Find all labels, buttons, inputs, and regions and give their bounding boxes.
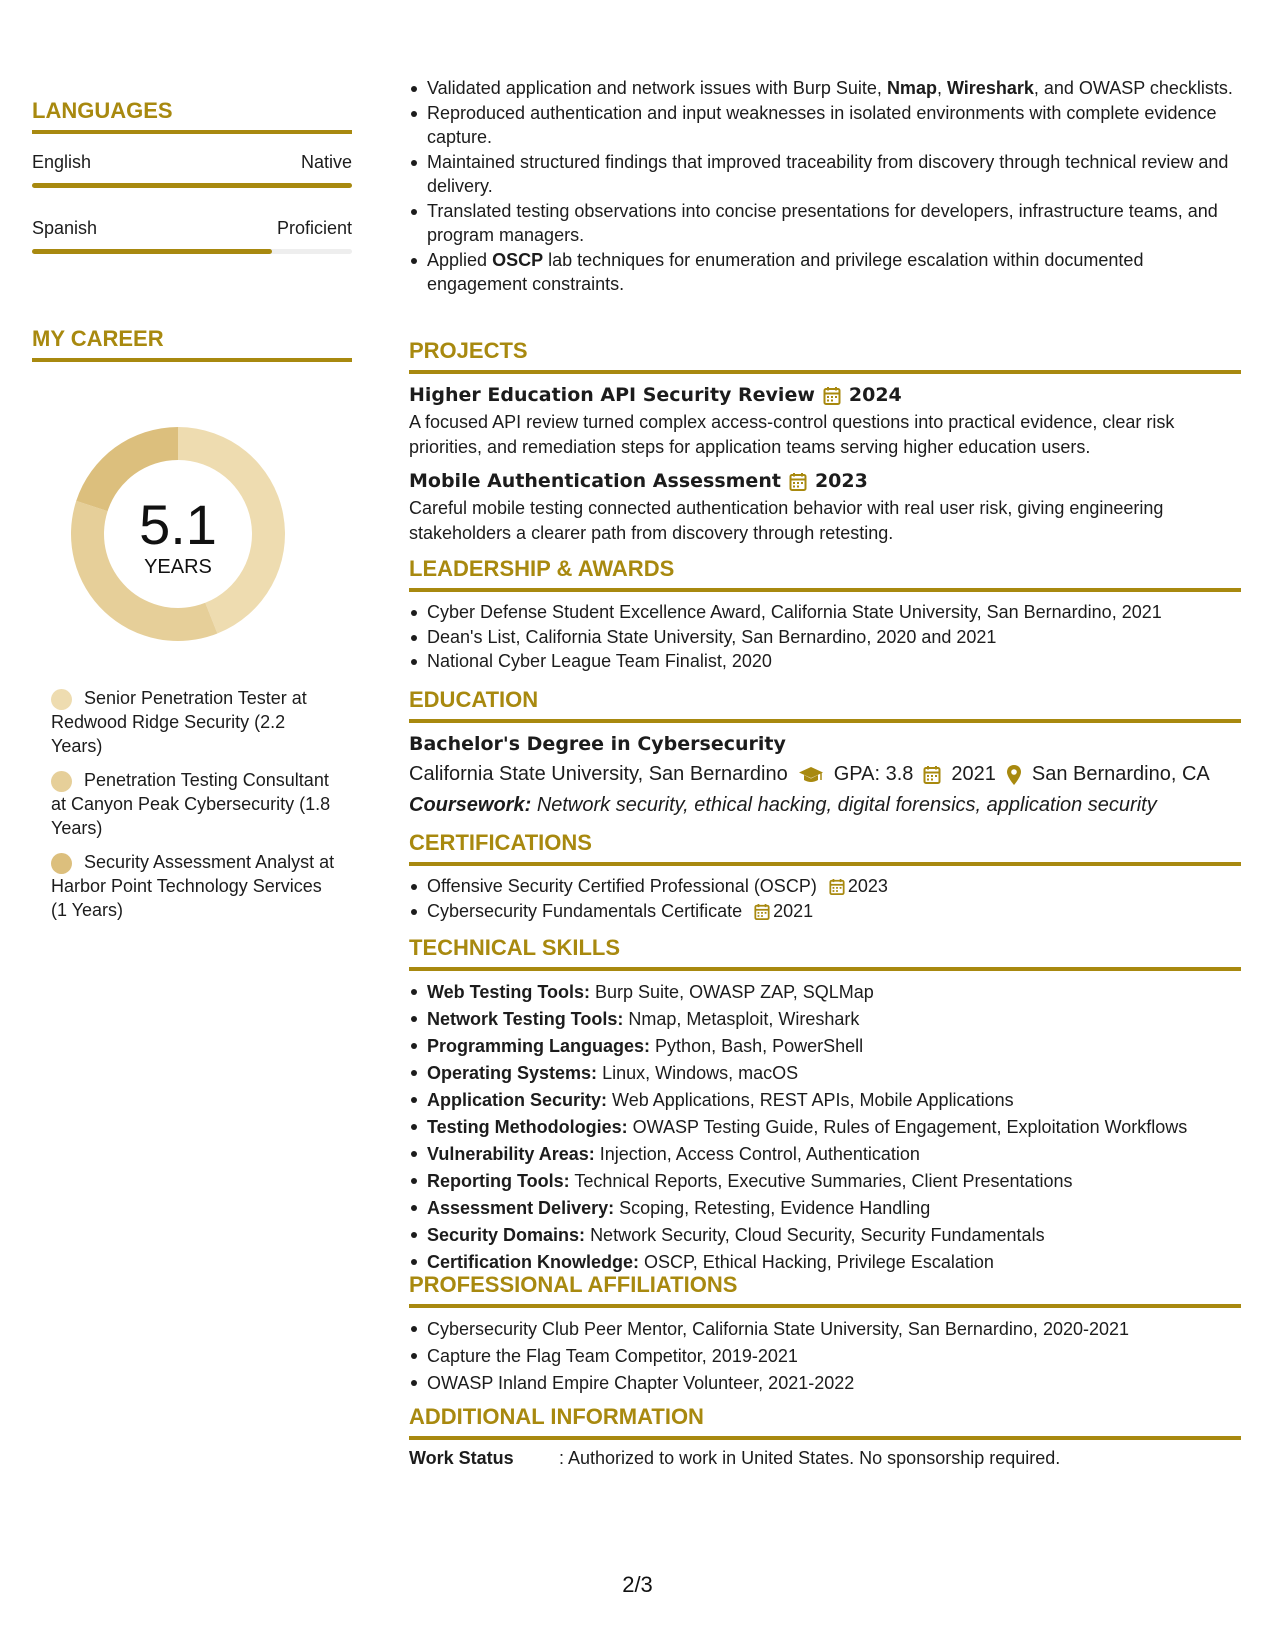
language-proficiency-bar <box>32 183 352 188</box>
work-status-value: : Authorized to work in United States. No sponsorship required. <box>559 1448 1061 1468</box>
degree-name: Bachelor's Degree in Cybersecurity <box>409 733 786 755</box>
cert-year: 2023 <box>847 876 888 896</box>
career-section <box>32 326 352 362</box>
additional-info-section <box>409 1404 1241 1469</box>
legend-dot <box>51 689 72 710</box>
school-location: San Bernardino, CA <box>1031 763 1210 785</box>
list-item: Cybersecurity Club Peer Mentor, California State University, San Bernardino, 2020-2021 <box>409 1316 1241 1343</box>
graduation-cap-icon <box>798 763 824 786</box>
page-number: 2/3 <box>622 1572 653 1597</box>
skills-heading: TECHNICAL SKILLS <box>409 935 1241 971</box>
language-name: English <box>32 152 92 172</box>
education-heading: EDUCATION <box>409 687 1241 723</box>
project-item <box>409 384 1241 460</box>
list-item: Application Security: Web Applications, REST APIs, Mobile Applications <box>409 1087 1241 1114</box>
project-description: A focused API review turned complex access-control questions into practical evidence, clear risk priorities, and remediation steps for application teams serving higher education users. <box>409 412 1175 457</box>
additional-info-heading: ADDITIONAL INFORMATION <box>409 1404 1241 1440</box>
career-role: Senior Penetration Tester at Redwood Ridge Security (2.2 Years) <box>51 688 307 756</box>
career-donut-chart <box>66 422 290 646</box>
project-name: Mobile Authentication Assessment <box>409 470 781 492</box>
gpa: GPA: 3.8 <box>833 763 914 785</box>
language-level: Proficient <box>276 218 352 238</box>
coursework: Coursework: Network security, ethical hacking, digital forensics, application security <box>409 794 1157 816</box>
project-item <box>409 470 1241 546</box>
language-spanish <box>32 218 352 254</box>
calendar-icon <box>923 763 941 786</box>
language-english <box>32 152 352 188</box>
projects-heading: PROJECTS <box>409 338 1241 374</box>
list-item: Applied OSCP lab techniques for enumeration and privilege escalation within documented engagement constraints. <box>409 248 1241 297</box>
list-item: Security Domains: Network Security, Cloud Security, Security Fundamentals <box>409 1222 1241 1249</box>
work-status-row <box>409 1448 1241 1469</box>
work-status-label: Work Status <box>409 1448 514 1468</box>
list-item: Reporting Tools: Technical Reports, Executive Summaries, Client Presentations <box>409 1168 1241 1195</box>
location-pin-icon <box>1006 763 1022 786</box>
legend-dot <box>51 853 72 874</box>
list-item: Translated testing observations into concise presentations for developers, infrastructure teams, and program managers. <box>409 199 1241 248</box>
language-level: Native <box>300 152 352 172</box>
project-year: 2023 <box>814 470 868 492</box>
education-section <box>409 687 1241 817</box>
language-name: Spanish <box>32 218 98 238</box>
list-item: Validated application and network issues with Burp Suite, Nmap, Wireshark, and OWASP checklists. <box>409 76 1241 101</box>
list-item: Network Testing Tools: Nmap, Metasploit, Wireshark <box>409 1006 1241 1033</box>
career-role: Penetration Testing Consultant at Canyon Peak Cybersecurity (1.8 Years) <box>51 770 331 838</box>
list-item: Reproduced authentication and input weaknesses in isolated environments with complete evidence capture. <box>409 101 1241 150</box>
graduation-year: 2021 <box>951 763 996 785</box>
list-item: Programming Languages: Python, Bash, PowerShell <box>409 1033 1241 1060</box>
skills-section <box>409 935 1241 1276</box>
list-item: OWASP Inland Empire Chapter Volunteer, 2021-2022 <box>409 1370 1241 1397</box>
legend-dot <box>51 771 72 792</box>
leadership-heading: LEADERSHIP & AWARDS <box>409 556 1241 592</box>
list-item: National Cyber League Team Finalist, 2020 <box>409 649 1241 674</box>
list-item: Operating Systems: Linux, Windows, macOS <box>409 1060 1241 1087</box>
list-item: Dean's List, California State University, San Bernardino, 2020 and 2021 <box>409 625 1241 650</box>
certifications-section <box>409 830 1241 923</box>
list-item: Cybersecurity Fundamentals Certificate 2021 <box>409 899 1241 924</box>
career-legend <box>51 686 341 932</box>
language-proficiency-bar <box>32 249 352 254</box>
school-name: California State University, San Bernardino <box>409 763 788 785</box>
career-heading: MY CAREER <box>32 326 352 362</box>
leadership-section <box>409 556 1241 674</box>
career-total-unit: YEARS <box>144 556 212 578</box>
list-item: Maintained structured findings that improved traceability from discovery through technical review and delivery. <box>409 150 1241 199</box>
projects-section <box>409 338 1241 546</box>
affiliations-section <box>409 1272 1241 1397</box>
project-description: Careful mobile testing connected authentication behavior with real user risk, giving engineering stakeholders a clearer path from discovery through retesting. <box>409 498 1164 543</box>
affiliations-heading: PROFESSIONAL AFFILIATIONS <box>409 1272 1241 1308</box>
calendar-icon <box>823 384 841 406</box>
list-item: Assessment Delivery: Scoping, Retesting, Evidence Handling <box>409 1195 1241 1222</box>
languages-section <box>32 98 352 134</box>
career-role: Security Assessment Analyst at Harbor Point Technology Services (1 Years) <box>51 852 335 920</box>
certifications-heading: CERTIFICATIONS <box>409 830 1241 866</box>
list-item: Offensive Security Certified Professional (OSCP) 2023 <box>409 874 1241 899</box>
list-item: Vulnerability Areas: Injection, Access Control, Authentication <box>409 1141 1241 1168</box>
list-item: Capture the Flag Team Competitor, 2019-2021 <box>409 1343 1241 1370</box>
list-item: Cyber Defense Student Excellence Award, California State University, San Bernardino, 2021 <box>409 600 1241 625</box>
project-year: 2024 <box>848 384 902 406</box>
list-item: Certification Knowledge: OSCP, Ethical Hacking, Privilege Escalation <box>409 1249 1241 1276</box>
calendar-icon <box>829 874 845 899</box>
calendar-icon <box>789 470 807 492</box>
list-item: Web Testing Tools: Burp Suite, OWASP ZAP, SQLMap <box>409 979 1241 1006</box>
experience-bullets <box>409 76 1241 297</box>
cert-year: 2021 <box>773 900 814 921</box>
calendar-icon <box>754 899 770 924</box>
career-total-years: 5.1 <box>139 493 217 556</box>
project-name: Higher Education API Security Review <box>409 384 815 406</box>
languages-heading: LANGUAGES <box>32 98 352 134</box>
list-item: Testing Methodologies: OWASP Testing Guide, Rules of Engagement, Exploitation Workflows <box>409 1114 1241 1141</box>
